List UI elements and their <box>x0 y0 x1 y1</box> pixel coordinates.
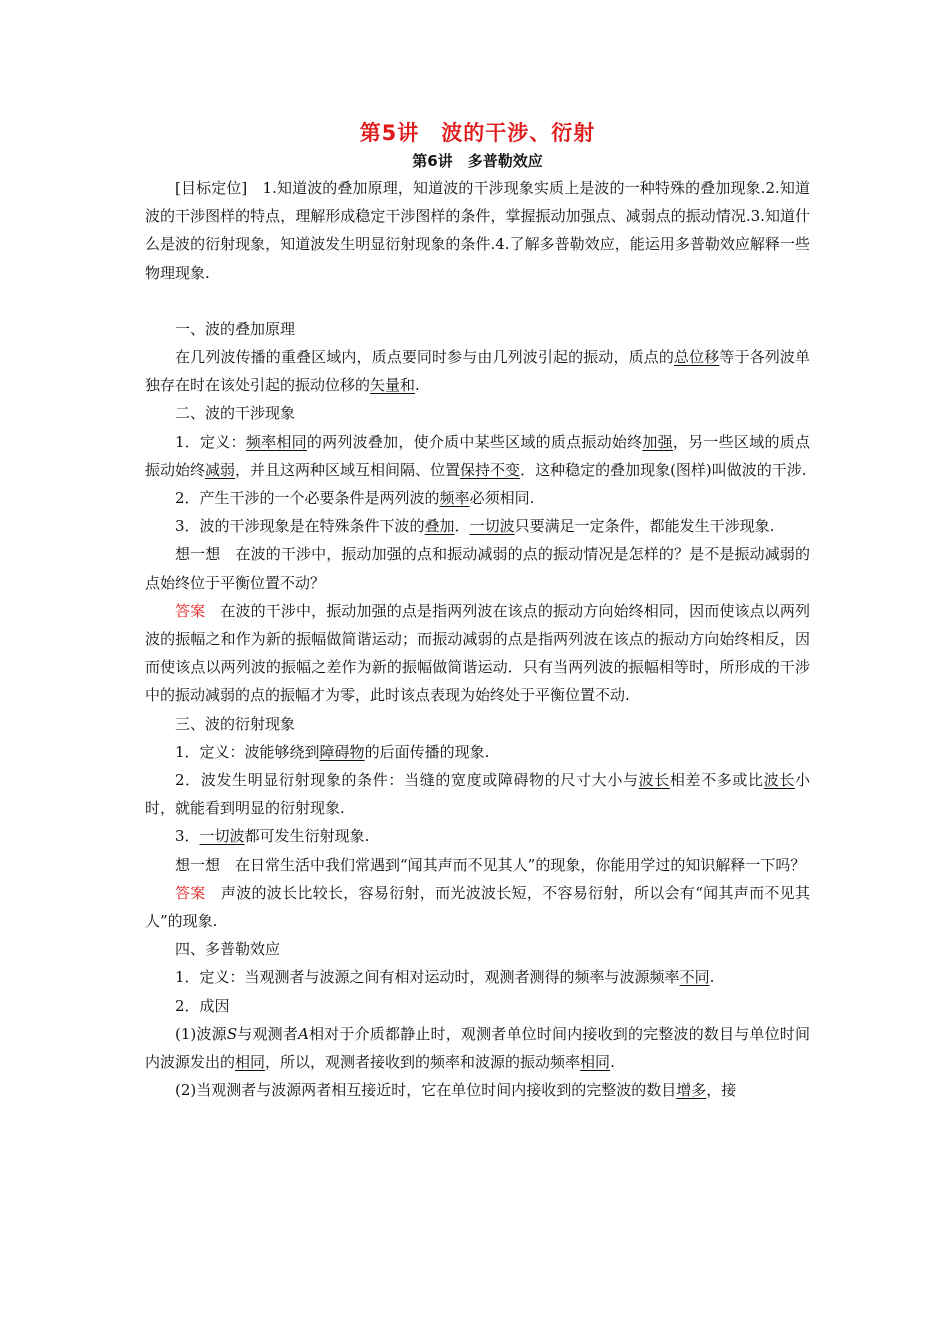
text-run: . <box>610 1053 615 1072</box>
blank-answer: 一切波 <box>199 827 245 846</box>
section2-definition <box>145 428 810 484</box>
text-run: 3． <box>175 827 200 846</box>
text-run: 都可发生衍射现象. <box>244 827 370 846</box>
text-run: 在波的干涉中，振动加强的点是指两列波在该点的振动方向始终相同，因而使该点以两列波的振幅之和作为新的振幅做简谐运动；而振动减弱的点是指两列波在该点的振动方向始终相反，因而使该点以两列波的振幅之差作为新的振幅做简谐运动．只有当两列波的振幅相等时，所形成的干涉中的振动减弱的点的振幅才为零，此时该点表现为始终处于平衡位置不动. <box>145 601 810 705</box>
blank-answer: 一切波 <box>469 517 515 536</box>
blank-answer: 矢量和 <box>370 376 416 395</box>
section1-heading: 一、波的叠加原理 <box>175 319 296 338</box>
section3-heading: 三、波的衍射现象 <box>175 714 296 733</box>
objective-paragraph <box>145 174 810 287</box>
answer-label: 答案 <box>175 601 206 620</box>
text-run: 3．波的干涉现象是在特殊条件下波的 <box>175 517 425 536</box>
section4-definition <box>145 963 810 991</box>
text-run: 相差不多或比 <box>669 771 764 790</box>
section4-cause-1 <box>145 1020 810 1076</box>
blank-answer: 障碍物 <box>319 742 365 761</box>
text-run: ，另一些区域的质点振动始终 <box>145 432 810 479</box>
text-run: . <box>709 968 715 987</box>
blank-answer: 总位移 <box>674 348 720 367</box>
text-run: (2)当观测者与波源两者相互接近时，它在单位时间内接收到的完整波的数目 <box>175 1081 677 1100</box>
text-run: 1．定义：当观测者与波源之间有相对运动时，观测者测得的频率与波源频率 <box>175 968 680 987</box>
objective-label: [目标定位] <box>175 179 248 197</box>
blank-answer: 波长 <box>763 771 795 790</box>
text-run: (1)波源 <box>175 1024 227 1043</box>
text-run: . <box>415 376 420 395</box>
text-run: S <box>226 1024 238 1043</box>
text-run: 2．波发生明显衍射现象的条件：当缝的宽度或障碍物的尺寸大小与 <box>175 771 639 790</box>
document-page <box>145 118 810 1105</box>
blank-answer: 不同 <box>679 968 710 987</box>
text-run: 在几列波传播的重叠区域内，质点要同时参与由几列波引起的振动，质点的 <box>175 348 674 367</box>
text-run: 1．定义： <box>175 432 246 451</box>
section3-answer <box>145 879 810 935</box>
blank-answer: 减弱 <box>205 460 236 479</box>
blank-answer: 相同 <box>580 1053 611 1072</box>
section2-condition <box>145 484 810 512</box>
blank-answer: 频率 <box>439 489 470 508</box>
answer-label: 答案 <box>175 883 206 902</box>
lesson-title: 第5讲 波的干涉、衍射 <box>359 121 596 145</box>
section2-answer <box>145 597 810 710</box>
blank-answer: 相同 <box>235 1053 266 1072</box>
section3-condition <box>145 766 810 822</box>
blank-answer: 加强 <box>642 432 673 451</box>
section3-point3 <box>145 822 810 850</box>
section4-cause-2 <box>145 1076 810 1104</box>
text-run: 只要满足一定条件，都能发生干涉现象. <box>514 517 775 536</box>
objective-text: 1.知道波的叠加原理，知道波的干涉现象实质上是波的一种特殊的叠加现象.2.知道波的干涉图样的特点，理解形成稳定干涉图样的条件，掌握振动加强点、减弱点的振动情况.3.知道什么是波的衍射现象，知道波发生明显衍射现象的条件.4.了解多普勒效应，能运用多普勒效应解释一些物理现象. <box>145 179 810 282</box>
text-run: 与观测者 <box>237 1024 299 1043</box>
section2-point3 <box>145 512 810 540</box>
section3-definition <box>145 738 810 766</box>
text-run: 等于各列波单独存在时在该处引起的振动位移的 <box>145 348 810 395</box>
blank-answer: 增多 <box>676 1081 707 1100</box>
section2-think: 想一想 在波的干涉中，振动加强的点和振动减弱的点的振动情况是怎样的？是不是振动减弱的点始终位于平衡位置不动？ <box>145 545 810 592</box>
blank-answer: 波长 <box>638 771 670 790</box>
text-run: 相对于介质都静止时，观测者单位时间内接收到的完整波的数目与单位时间内波源发出的 <box>145 1024 810 1072</box>
text-run: 1．定义：波能够绕到 <box>175 742 320 761</box>
section1-paragraph <box>145 343 810 399</box>
text-run: 的两列波叠加，使介质中某些区域的质点振动始终 <box>306 432 643 451</box>
section4-heading: 四、多普勒效应 <box>175 940 281 959</box>
blank-answer: 保持不变 <box>460 460 521 479</box>
section2-heading: 二、波的干涉现象 <box>175 404 296 423</box>
text-run: ，接 <box>706 1081 737 1100</box>
blank-answer: 频率相同 <box>245 432 307 451</box>
text-run: ． <box>454 517 470 536</box>
blank-answer: 叠加 <box>424 517 455 536</box>
text-run: 小时，就能看到明显的衍射现象. <box>145 771 810 818</box>
text-run: ，所以，观测者接收到的频率和波源的振动频率 <box>265 1053 581 1072</box>
text-run: 必须相同. <box>469 489 535 508</box>
text-run: 2．产生干涉的一个必要条件是两列波的 <box>175 489 440 508</box>
section4-cause-heading: 2．成因 <box>175 996 230 1015</box>
text-run: ，并且这两种区域互相间隔、位置 <box>235 460 461 479</box>
text-run: A <box>298 1024 309 1043</box>
section3-think: 想一想 在日常生活中我们常遇到“闻其声而不见其人”的现象，你能用学过的知识解释一下吗？ <box>175 855 806 874</box>
text-run: 声波的波长比较长，容易衍射，而光波波长短，不容易衍射，所以会有“闻其声而不见其人”的现象. <box>145 883 810 931</box>
lesson-subtitle: 第6讲 多普勒效应 <box>412 152 543 170</box>
text-run: ．这种稳定的叠加现象(图样)叫做波的干涉. <box>520 460 807 479</box>
text-run: 的后面传播的现象. <box>364 742 490 761</box>
